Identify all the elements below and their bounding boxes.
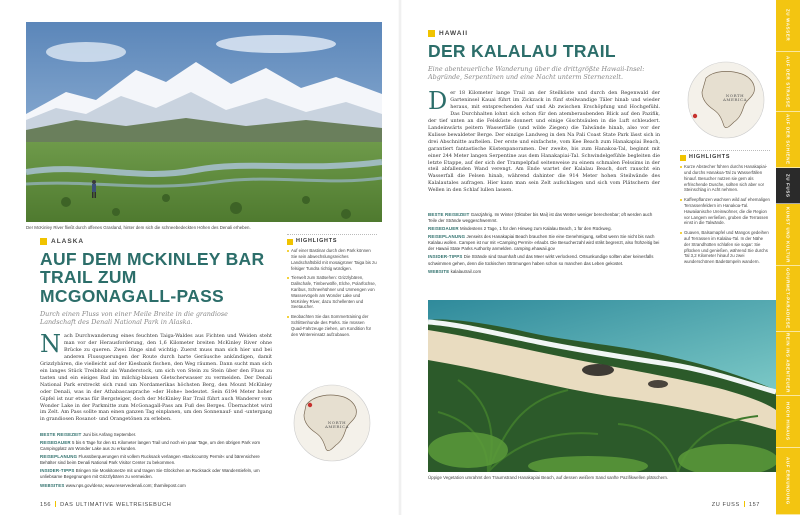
left-page-title: AUF DEM MCKINLEY BAR TRAIL ZUM MCGONAGALL-PASS (40, 249, 265, 306)
fact-item: WEBSITES www.nps.gov/dena; www.reservedenali.com; thamilepost.com (40, 482, 186, 488)
highlight-item: Auf einer Bastinar durch den Park können Sie sein abwechslungsreiches Landschaftsbild mit mosaigrüner Taiga bis zu felsiger Tundra richtig würdigen. (287, 248, 377, 271)
highlight-item: Tierwelt zum Sattsehen: Grizzlybären, Dallschafe, Timberwölfe, Elche, Polarfüchse, Karibus, Schneehühner und Unmengen von Wasservögeln am Wonder Lake und McKinley River, dazu Schellenten und Seetaucher. (287, 275, 377, 310)
right-body-text (428, 87, 660, 194)
left-facts (40, 432, 272, 491)
region-marker-icon (428, 30, 435, 37)
right-footer (712, 501, 760, 508)
right-map-label: NORTH AMERICA (723, 93, 747, 103)
left-highlights (287, 238, 377, 341)
tab-auf-der-schiene[interactable]: AUF DER SCHIENE (776, 112, 800, 168)
right-region-label (428, 30, 468, 37)
fact-item: BESTE REISEZEIT Ganzjährig. Im Winter (Oktober bis Mai) ist das Wetter weniger berechenbar; oft werden auch Teile der Strände weggeschwemmt. (428, 212, 653, 224)
left-page-subtitle: Durch einen Fluss von einer Meile Breite in die grandiose Landschaft des Denali National Park in Alaska. (40, 310, 228, 327)
left-dropcap: N (40, 330, 61, 358)
denali-photo (26, 22, 382, 222)
fact-item: REISEPLANUNG Flussüberquerungen mit vollem Rucksack verlangen »Backcountry Permit« und bärensichere Behälter sind beim Denali National Park Visitor Center zu bekommen. (40, 454, 260, 466)
tab-auf-der-strasse[interactable]: AUF DER STRASSE (776, 52, 800, 112)
right-photo-caption: Üppige Vegetation umrahmt den Traumstrand Hanakapiai Beach, auf dessen weißem Sand sanfte Pazifikwellen plätschern. (428, 475, 669, 480)
book-title: DAS ULTIMATIVE WELTREISEBUCH (60, 502, 172, 508)
location-marker-icon (308, 403, 312, 407)
tab-kunst-und-kultur[interactable]: KUNST UND KULTUR (776, 204, 800, 266)
right-page-title: DER KALALAU TRAIL (428, 41, 616, 61)
chapter-tab-strip (776, 0, 800, 515)
left-locator-map (292, 383, 372, 463)
right-region-text: HAWAII (439, 30, 469, 37)
right-highlights (680, 154, 770, 269)
highlights-heading: HIGHLIGHTS (287, 238, 377, 245)
tab-rein-ins-abenteuer[interactable]: REIN INS ABENTEUER (776, 332, 800, 396)
section-name: ZU FUSS (711, 502, 740, 508)
footer-separator (744, 501, 745, 507)
tab-zu-fuss[interactable]: ZU FUSS (776, 168, 800, 204)
highlight-item: Beobachten Sie das Sommertraining der Schlittenhunde des Parks. Sie müssen Quad-Fahrzeuge ziehen, um Kondition für den Wintereinsatz aufzubauen. (287, 314, 377, 337)
left-page-number: 156 (40, 502, 52, 508)
fact-item: INSIDER-TIPPS Die Strände sind traumhaft und das Meer wirkt verlockend. Ortsunkundige sollten aber keinesfalls schwimmen gehen, denn die tückischen Strömungen haben schon so manchen das Leben gekostet. (428, 254, 654, 266)
fact-item: WEBSITE kalalautrail.com (428, 268, 482, 274)
region-marker-icon (40, 238, 47, 245)
highlights-divider (680, 150, 770, 151)
left-region-label (40, 238, 84, 245)
right-page-number: 157 (748, 502, 760, 508)
tab-zu-wasser[interactable]: ZU WASSER (776, 0, 800, 52)
highlights-heading: HIGHLIGHTS (680, 154, 770, 161)
right-body-paragraph: er 18 Kilometer lange Trail an der Steilküste und durch den Regenwald der Garteninsel Kauai führt im Zickzack in fünf steilwandige Täler hinab und wieder heraus, mit entsprechenden Auf und Ab zwischen Erschöpfung und Hochgefühl. Das Durchhalten lohnt sich schon für den atemberaubenden Blick auf den Pazifik, der tief unten an die Felsküste donnert und einige Gischtsäulen in die Luft schleudert. Landeinwärts peitern Wasserfälle (und wilde Ziegen) die Talwände hinab, also vor der Kulisse bewaldeter Berge. Der einzige Landweg in den Na Pali Coast State Park lässt sich in drei Abschnitte aufteilen. Der erste und einfachste, vom Kee Beach zum Hanakapiai Beach, garantiert fantastische Küstenpanoramen. Der zweite, bis zum Hanakoa-Tal, beginnt mit einer 244 Meter langen Serpentine aus dem Hanakapiai-Tal. Schwindelgefühle begleiten die letzte Etappe, auf der sich der Trampelpfad seitenweise zu einem schmalen Felssims in der steil abfallenden Wand verengt. Am Ende wartet der Kalalau Beach, dort rauscht ein Wasserfall die Felsen hinab, während dahinter die 914 Meter hohen Steilwände des Kalalautales aufragen. Hier kann man sein Zelt aufschlagen und sich vom Plätschern der Wellen in den Schlaf lullen lassen. (428, 90, 660, 194)
highlight-item: Kaffeepflanzen wachsen wild auf ehemaligen Terrassenfeldern im Hanakoa-Tal. Hawaiianische Ureinwohner, die die Region vor Langem verließen, gruben die Terrassen einst in die Talwände. (680, 197, 770, 226)
fact-item: REISEPLANUNG Jenseits des Hanakapiai Beach brauchen Sie eine Genehmigung, selbst wenn Sie nicht bis nach Kalalau wollen. Campen ist nur mit »Camping Permit« erlaubt. Die Besucherzahl wird strikt begrenzt, also frühzeitig bei der Hawaii State Parks Authority anmelden. camping.ehawaii.gov (428, 234, 660, 252)
fact-item: REISEDAUER Mindestens 2 Tage, 1 für den Hinweg zum Kalalau Beach, 1 für den Rückweg. (428, 226, 612, 232)
right-page-subtitle: Eine abenteuerliche Wanderung über die drittgrößte Hawaii-Insel: Abgründe, Serpentinen und eine Nacht unterm Sternenzelt. (428, 65, 645, 82)
right-page (400, 0, 800, 515)
left-photo-caption: Der McKinley River fließt durch offenes Grasland, hinter dem sich die schneebedeckten Höhen des Denali erheben. (26, 225, 251, 230)
highlights-marker-icon (287, 239, 293, 245)
highlights-marker-icon (680, 155, 686, 161)
tab-hoch-hinaus[interactable]: HOCH HINAUS (776, 396, 800, 448)
highlight-item: Guaven, Balsamapfel und Mangos gedeihen auf Terrassen im Kalalau-Tal. In der Nähe der Strandhütten schlafen sie sogar: Sie pflücken und genießen, während Sie durchs Tal 3,2 Kilometer hinauf zu zwei wunderschönen Badetümpeln wandern. (680, 230, 770, 265)
left-region-text: ALASKA (51, 238, 85, 245)
left-body-paragraph: ach Durchwanderung eines feuchten Taiga-Waldes aus Fichten und Weiden steht man vor der Herausforderung, den 1,6 Kilometer breiten McKinley River ohne Brücke zu queren. Zwei Dinge sind wichtig: Zuerst muss man sich hier und bei anderen Flussquerungen der Route durch harte Geräusche ankündigen, damit Grizzlybären, die vielleicht auf der Kiesbank fischen, den Weg räumen. Dann sucht man sich ein langes Stück Treibholz als Wanderstock, um sich von Stein zu Stein über den Fluss zu tasten und ein eisiges Bad im milchig-blauen Gletscherwasser zu vermeiden. Der Denali National Park erstreckt sich rund um Nordamerikas höchsten Berg, den Mount McKinley oder Denali, was in der Athabascasprache »der Hohe« bedeutet. Sein 6194 Meter hoher Gipfel ist nur etwas für Bergsteiger, doch der McKinley Bar Trail führt auch Wanderer vom Wonder Lake in der Parkmitte zum McGonagall-Pass am Fuß des Berges. Übernachtet wird im Zelt. Am Pass sollte man einen ganzen Tag einplanen, um den Sonnenauf- und -untergang in grandiosen Rosanot- und Orangetönen zu erleben. (40, 333, 272, 423)
tab-gourmet-paradiese[interactable]: GOURMET-PARADIESE (776, 266, 800, 332)
tab-auf-erkundung[interactable]: AUF ERKUNDUNG (776, 448, 800, 515)
highlight-item: Kurze Abstecher führen durchs Hanakapiai- und durchs Hanakoa-Tal zu Wasserfällen hinauf. Besucher nutzen sie gern als erfrischende Dusche, sollten sich aber vor Steinschlag in Acht nehmen. (680, 164, 770, 193)
highlights-divider (287, 234, 377, 235)
footer-separator (55, 501, 56, 507)
left-body-text (40, 330, 272, 423)
left-footer (40, 501, 171, 508)
right-locator-map (686, 60, 766, 140)
location-marker-icon (693, 114, 697, 118)
right-dropcap: D (428, 87, 448, 115)
beach-photo (428, 300, 776, 472)
fact-item: BESTE REISEZEIT Juni bis Anfang September. (40, 432, 137, 437)
right-facts (428, 212, 660, 277)
fact-item: INSIDER-TIPPS Bringen Sie Moskitonetze mit und tragen Sie Glöckchen an Rucksack oder Wanderstiefeln, um unliebsame Begegnungen mit Grizzlybären zu vermeiden. (40, 468, 260, 480)
fact-item: REISEDAUER 5 bis 6 Tage für den 61 Kilometer langen Trail und noch ein paar Tage, um den übrigen Park vom Campingplatz am Wonder Lake aus zu erkunden. (40, 440, 261, 452)
left-map-label: NORTH AMERICA (325, 420, 349, 430)
